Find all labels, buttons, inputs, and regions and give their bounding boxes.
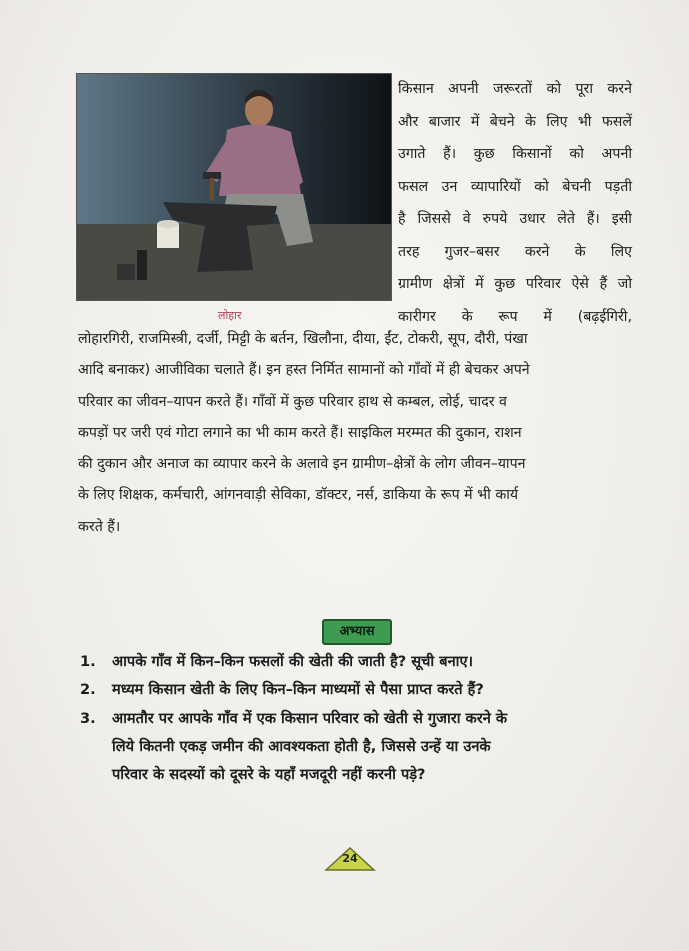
intro-line: किसान अपनी जरूरतों को पूरा करने: [398, 81, 632, 97]
exercise-heading: अभ्यास: [322, 619, 392, 645]
blacksmith-photo: [76, 73, 392, 301]
intro-line: फसल उन व्यापारियों को बेचनी पड़ती: [398, 178, 632, 195]
intro-line: ग्रामीण क्षेत्रों में कुछ परिवार ऐसे हैं जो: [398, 276, 632, 292]
body-line: के लिए शिक्षक, कर्मचारी, आंगनवाड़ी सेविका, डॉक्टर, नर्स, डाकिया के रूप में भी कार्य: [78, 487, 519, 504]
body-line: की दुकान और अनाज का व्यापार करने के अलावे इन ग्रामीण–क्षेत्रों के लोग जीवन–यापन: [78, 456, 526, 473]
question-text: आमतौर पर आपके गाँव में एक किसान परिवार को खेती से गुजारा करने के: [112, 710, 508, 727]
question-text: आपके गाँव में किन–किन फसलों की खेती की जाती है? सूची बनाए।: [112, 653, 474, 670]
intro-line: और बाजार में बेचने के लिए भी फसलें: [398, 113, 632, 130]
body-line: कपड़ों पर जरी एवं गोटा लगाने का भी काम करते हैं। साइकिल मरम्मत की दुकान, राशन: [78, 424, 522, 441]
body-line: लोहारगिरी, राजमिस्त्री, दर्जी, मिट्टी के बर्तन, खिलौना, दीया, ईंट, टोकरी, सूप, दौरी, पंखा: [78, 331, 528, 347]
question-number: 3.: [80, 710, 96, 727]
photo-caption: लोहार: [218, 309, 242, 322]
intro-line: तरह गुजर–बसर करने के लिए: [398, 243, 632, 260]
body-line: आदि बनाकर) आजीविका चलाते हैं। इन हस्त निर्मित सामानों को गाँवों में ही बेचकर अपने: [78, 362, 530, 379]
question-text: मध्यम किसान खेती के लिए किन–किन माध्यमों से पैसा प्राप्त करते हैं?: [112, 681, 484, 698]
question-text: लिये कितनी एकड़ जमीन की आवश्यकता होती है, जिससे उन्हें या उनके: [112, 738, 491, 755]
intro-line: उगाते हैं। कुछ किसानों को अपनी: [398, 146, 632, 162]
question-number: 2.: [80, 681, 96, 698]
intro-paragraph: [398, 73, 632, 333]
intro-line: कारीगर के रूप में (बढ़ईगिरी,: [398, 308, 632, 325]
question-text: परिवार के सदस्यों को दूसरे के यहाँ मजदूरी नहीं करनी पड़े?: [112, 766, 426, 783]
page-number-badge: [322, 846, 378, 872]
page-number: 24: [342, 852, 358, 865]
body-paragraph: [78, 324, 634, 543]
body-line: करते हैं।: [78, 518, 121, 535]
intro-line: है जिससे वे रुपये उधार लेते हैं। इसी: [398, 211, 632, 227]
question-number: 1.: [80, 653, 96, 670]
body-line: परिवार का जीवन–यापन करते हैं। गाँवों में कुछ परिवार हाथ से कम्बल, लोई, चादर व: [78, 393, 507, 410]
